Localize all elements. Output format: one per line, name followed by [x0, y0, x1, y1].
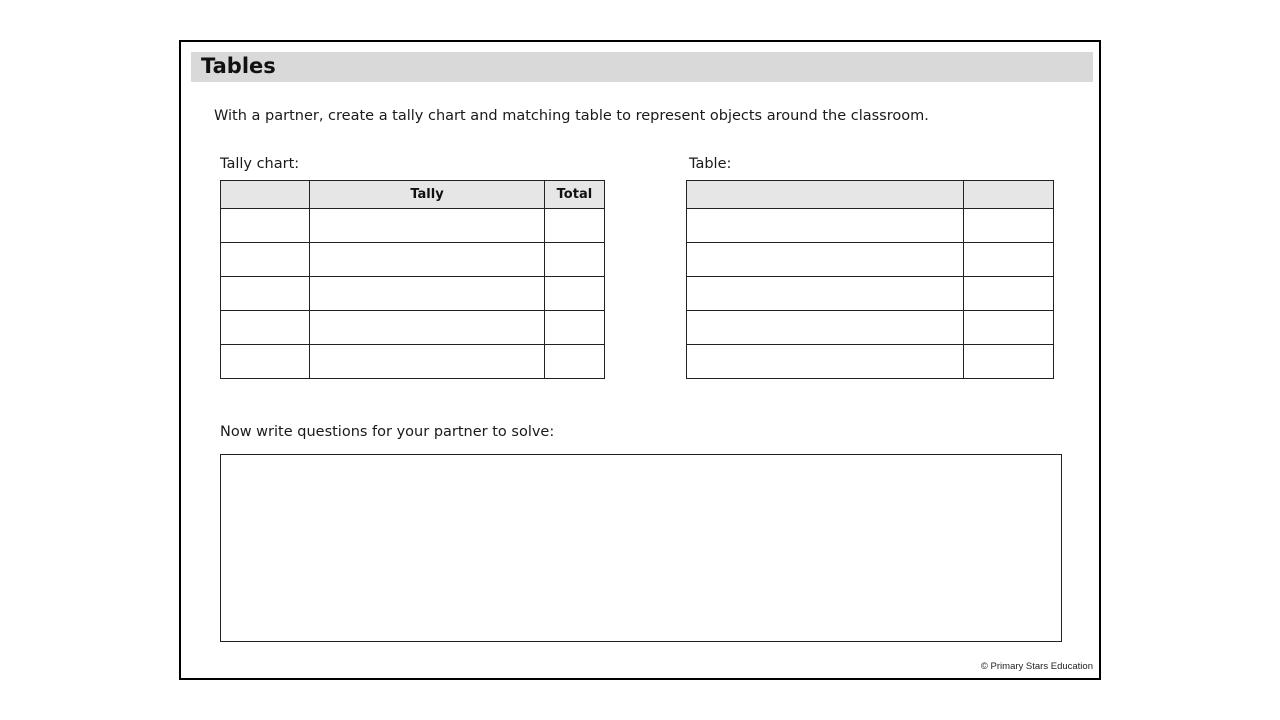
- tally-header-total: Total: [544, 181, 604, 209]
- matching-cell[interactable]: [687, 243, 964, 277]
- matching-header-col1[interactable]: [687, 181, 964, 209]
- matching-cell[interactable]: [687, 209, 964, 243]
- matching-cell[interactable]: [964, 209, 1054, 243]
- tally-cell-item[interactable]: [221, 345, 310, 379]
- tally-cell-item[interactable]: [221, 243, 310, 277]
- tally-cell-item[interactable]: [221, 311, 310, 345]
- matching-cell[interactable]: [687, 345, 964, 379]
- matching-cell[interactable]: [687, 277, 964, 311]
- table-row: [687, 345, 1054, 379]
- table-row: [221, 345, 605, 379]
- tally-chart-label: Tally chart:: [220, 156, 300, 172]
- tally-cell-tally[interactable]: [310, 209, 545, 243]
- tally-cell-total[interactable]: [544, 209, 604, 243]
- table-row: [221, 311, 605, 345]
- tally-cell-tally[interactable]: [310, 345, 545, 379]
- instruction-text: With a partner, create a tally chart and matching table to represent objects around the classroom.: [214, 108, 929, 124]
- table-row: [221, 209, 605, 243]
- table-label: Table:: [689, 156, 732, 172]
- title-bar: [191, 52, 1093, 82]
- tally-cell-total[interactable]: [544, 243, 604, 277]
- matching-table: [686, 180, 1054, 379]
- matching-cell[interactable]: [687, 311, 964, 345]
- questions-answer-box[interactable]: [220, 454, 1062, 642]
- table-row: [687, 209, 1054, 243]
- tally-cell-tally[interactable]: [310, 311, 545, 345]
- tally-cell-total[interactable]: [544, 345, 604, 379]
- tally-chart-table: [220, 180, 605, 379]
- table-row: [687, 311, 1054, 345]
- tally-header-tally: Tally: [310, 181, 545, 209]
- table-row: [221, 243, 605, 277]
- tally-cell-tally[interactable]: [310, 277, 545, 311]
- tally-header-item: [221, 181, 310, 209]
- table-row: [687, 277, 1054, 311]
- matching-cell[interactable]: [964, 345, 1054, 379]
- matching-header-row: [687, 181, 1054, 209]
- copyright-text: © Primary Stars Education: [980, 661, 1093, 672]
- tally-header-row: [221, 181, 605, 209]
- tally-cell-item[interactable]: [221, 277, 310, 311]
- table-row: [221, 277, 605, 311]
- worksheet-page: [179, 40, 1101, 680]
- matching-cell[interactable]: [964, 311, 1054, 345]
- matching-cell[interactable]: [964, 277, 1054, 311]
- matching-header-col2[interactable]: [964, 181, 1054, 209]
- tally-cell-item[interactable]: [221, 209, 310, 243]
- worksheet-title: Tables: [201, 54, 276, 78]
- table-row: [687, 243, 1054, 277]
- tally-cell-tally[interactable]: [310, 243, 545, 277]
- tally-cell-total[interactable]: [544, 277, 604, 311]
- tally-cell-total[interactable]: [544, 311, 604, 345]
- questions-label: Now write questions for your partner to solve:: [220, 424, 555, 440]
- matching-cell[interactable]: [964, 243, 1054, 277]
